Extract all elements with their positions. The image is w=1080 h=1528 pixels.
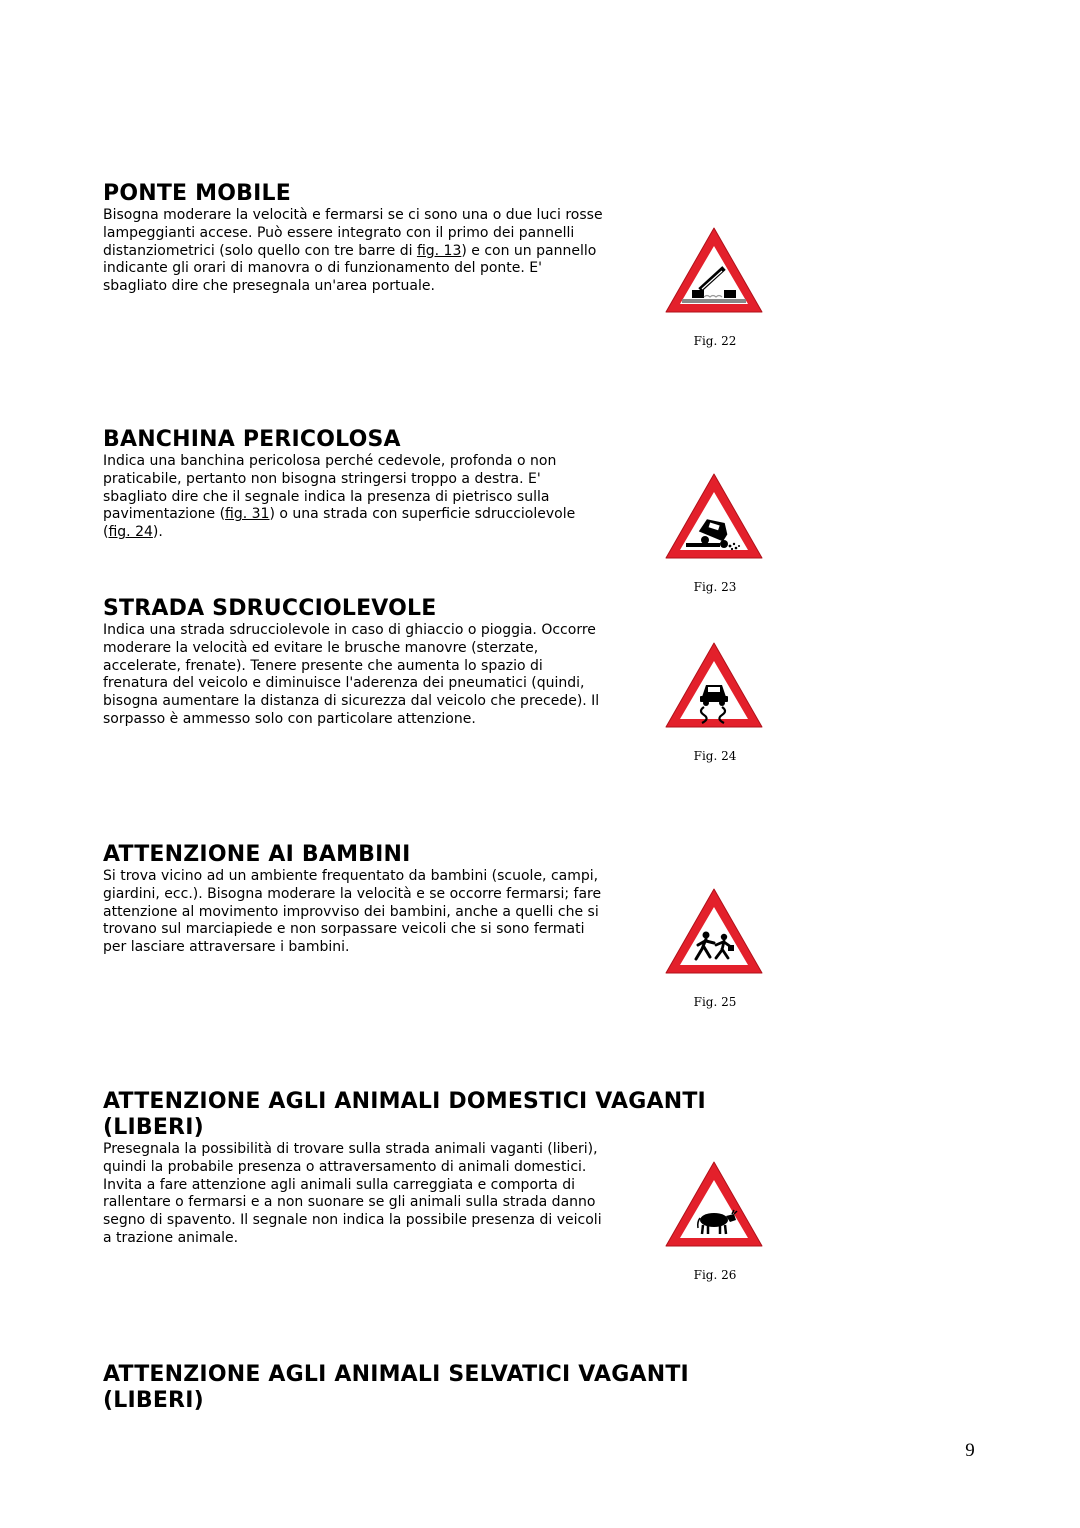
text-line: moderare la velocità ed evitare le brusche manovre (sterzate, xyxy=(103,639,539,656)
title-line: (LIBERI) xyxy=(103,1388,204,1413)
section-title-animali-selvatici xyxy=(103,1362,689,1414)
section-title-banchina-pericolosa: BANCHINA PERICOLOSA xyxy=(103,427,401,452)
text-line: rallentare o fermarsi e a non suonare se gli animali sulla strada danno xyxy=(103,1194,596,1211)
figure-caption: Fig. 22 xyxy=(693,334,737,348)
text-line: Si trova vicino ad un ambiente frequentato da bambini (scuole, campi, xyxy=(103,868,599,884)
figure-link[interactable]: fig. 31 xyxy=(225,506,270,523)
text-line: accelerate, frenate). Tenere presente che aumenta lo spazio di xyxy=(103,657,543,674)
text-line: a trazione animale. xyxy=(103,1229,239,1246)
text-line: giardini, ecc.). Bisogna moderare la velocità e se occorre fermarsi; fare xyxy=(103,885,602,902)
movable-bridge-sign-icon xyxy=(662,224,766,318)
domestic-animals-sign-icon xyxy=(662,1158,766,1252)
text-line: quindi la probabile presenza o attraversamento di animali domestici. xyxy=(103,1158,587,1175)
text-line: Indica una banchina pericolosa perché cedevole, profonda o non xyxy=(103,453,557,469)
dangerous-shoulder-sign-icon xyxy=(662,470,766,564)
text-line: attenzione al movimento improvviso dei bambini, anche a quelli che si xyxy=(103,903,599,920)
text-line: Presegnala la possibilità di trovare sulla strada animali vaganti (liberi), xyxy=(103,1141,598,1157)
text-line: bisogna aumentare la distanza di sicurezza dal veicolo che precede). Il xyxy=(103,693,600,710)
title-line: ATTENZIONE AGLI ANIMALI DOMESTICI VAGANTI xyxy=(103,1089,706,1114)
section-body-strada-sdrucciolevole xyxy=(103,622,599,729)
section-title-attenzione-ai-bambini: ATTENZIONE AI BAMBINI xyxy=(103,842,411,867)
children-crossing-sign-icon xyxy=(662,885,766,979)
slippery-road-sign-icon xyxy=(662,639,766,733)
text-line: (fig. 24). xyxy=(103,524,163,541)
section-title-ponte-mobile: PONTE MOBILE xyxy=(103,181,291,206)
figure-caption: Fig. 26 xyxy=(693,1268,737,1282)
section-body-ponte-mobile xyxy=(103,207,603,296)
text-line: lampeggianti accese. Può essere integrato con il primo dei pannelli xyxy=(103,224,575,241)
text-line: praticabile, pertanto non bisogna stringersi troppo a destra. E' xyxy=(103,470,541,487)
figure-link[interactable]: fig. 24 xyxy=(108,524,153,541)
text-line: trovano sul marciapiede e non sorpassare veicoli che si sono fermati xyxy=(103,921,585,938)
text-line: pavimentazione (fig. 31) o una strada con superficie sdrucciolevole xyxy=(103,506,576,523)
section-body-animali-domestici xyxy=(103,1141,602,1248)
title-line: (LIBERI) xyxy=(103,1115,204,1140)
text-line: Indica una strada sdrucciolevole in caso di ghiaccio o pioggia. Occorre xyxy=(103,622,596,638)
section-title-strada-sdrucciolevole: STRADA SDRUCCIOLEVOLE xyxy=(103,596,437,621)
text-line: sorpasso è ammesso solo con particolare attenzione. xyxy=(103,710,476,727)
text-line: Invita a fare attenzione agli animali sulla carreggiata e comporta di xyxy=(103,1176,576,1193)
text-line: frenatura del veicolo e diminuisce l'aderenza dei pneumatici (quindi, xyxy=(103,675,585,692)
text-line: sbagliato dire che presegnala un'area portuale. xyxy=(103,278,435,295)
section-body-banchina-pericolosa xyxy=(103,453,575,542)
text-line: Bisogna moderare la velocità e fermarsi se ci sono una o due luci rosse xyxy=(103,207,603,223)
text-line: per lasciare attraversare i bambini. xyxy=(103,939,350,956)
title-line: ATTENZIONE AGLI ANIMALI SELVATICI VAGANTI xyxy=(103,1362,689,1387)
text-line: indicante gli orari di manovra o di funzionamento del ponte. E' xyxy=(103,260,542,277)
figure-link[interactable]: fig. 13 xyxy=(416,242,462,259)
section-body-attenzione-ai-bambini xyxy=(103,868,601,957)
figure-caption: Fig. 24 xyxy=(693,749,737,763)
text-line: segno di spavento. Il segnale non indica la possibile presenza di veicoli xyxy=(103,1212,602,1229)
page-number: 9 xyxy=(965,1440,975,1461)
figure-caption: Fig. 23 xyxy=(693,580,737,594)
text-line: sbagliato dire che il segnale indica la presenza di pietrisco sulla xyxy=(103,488,550,505)
section-title-animali-domestici xyxy=(103,1089,706,1141)
text-line: distanziometrici (solo quello con tre barre di fig. 13) e con un pannello xyxy=(103,242,597,259)
figure-caption: Fig. 25 xyxy=(693,995,737,1009)
